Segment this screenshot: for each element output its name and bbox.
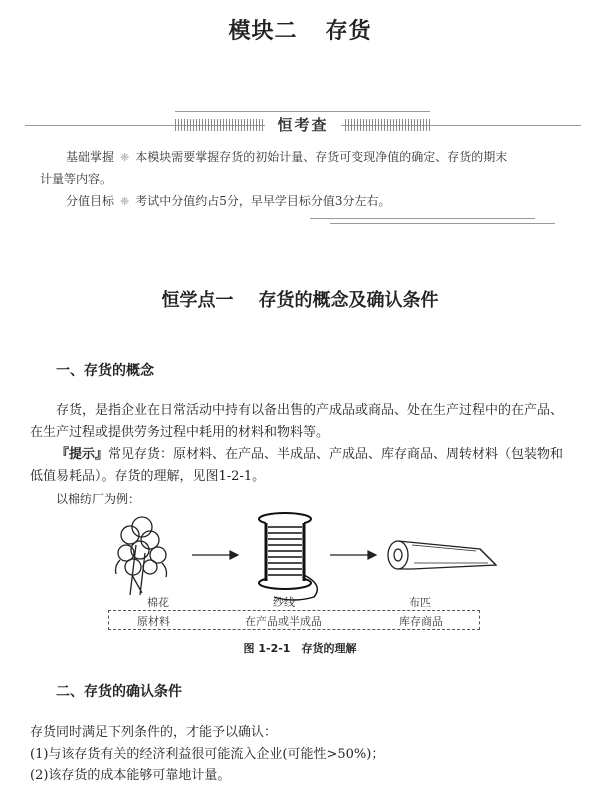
kaocha-bottom-rule <box>310 218 535 219</box>
section-title <box>0 286 600 312</box>
kaocha-bottom-rule-2 <box>330 223 555 224</box>
tip-text-1: 常见存货：原材料、在产品、半成品、产成品、库存商品、周转材料（包装物和 <box>108 447 564 462</box>
figure-item-thread: 纱线 <box>273 596 295 609</box>
section-title-number: 恒学点一 <box>161 290 234 311</box>
concept-para-line2: 在生产过程或提供劳务过程中耗用的材料和物料等。 <box>30 425 330 440</box>
figure-item-fabric: 布匹 <box>409 596 431 609</box>
recognition-intro: 存货同时满足下列条件的，才能予以确认： <box>30 725 278 740</box>
diamond-icon: ❈ <box>120 151 130 164</box>
score-target-text: 考试中分值约占5分，早早学目标分值3分左右。 <box>135 194 391 208</box>
figure-category-box <box>108 610 480 630</box>
module-title-number: 模块二 <box>228 19 298 44</box>
recognition-condition-2: (2)该存货的成本能够可靠地计量。 <box>30 768 231 783</box>
kaocha-line1-cont: 计量等内容。 <box>40 172 113 186</box>
category-wip: 在产品或半成品 <box>245 615 322 628</box>
cotton-icon <box>116 517 167 595</box>
basic-mastery-label: 基础掌握 <box>66 150 115 164</box>
concept-heading: 一、存货的概念 <box>56 363 154 379</box>
module-title-name: 存货 <box>325 19 372 44</box>
kaocha-line1 <box>66 146 586 169</box>
score-target-label: 分值目标 <box>66 194 115 208</box>
figure-item-cotton: 棉花 <box>147 596 169 609</box>
recognition-heading: 二、存货的确认条件 <box>56 684 182 700</box>
figure-illustration <box>100 505 500 605</box>
fabric-roll-icon <box>388 541 496 569</box>
arrow-icon <box>192 551 238 559</box>
arrow-icon <box>330 551 376 559</box>
tip-line2: 低值易耗品）。存货的理解，见图1-2-1。 <box>30 469 266 484</box>
category-finished-goods: 库存商品 <box>399 615 443 628</box>
kaocha-top-rule <box>175 111 430 112</box>
figure-caption: 图 1-2-1 存货的理解 <box>243 642 357 655</box>
kaocha-left-hatch <box>175 119 263 131</box>
example-line: 以棉纺厂为例： <box>56 492 141 506</box>
basic-mastery-text: 本模块需要掌握存货的初始计量、存货可变现净值的确定、存货的期末 <box>135 150 508 164</box>
tip-label: 『提示』 <box>56 447 109 462</box>
module-title <box>0 14 600 45</box>
category-raw-material: 原材料 <box>137 615 170 628</box>
tip-line1 <box>56 444 563 466</box>
kaocha-right-hatch <box>345 119 430 131</box>
recognition-condition-1: (1)与该存货有关的经济利益很可能流入企业(可能性>50%)； <box>30 747 385 762</box>
thread-spool-icon <box>259 513 317 600</box>
concept-para-line1: 存货，是指企业在日常活动中持有以备出售的产成品或商品、处在生产过程中的在产品、 <box>56 403 564 418</box>
kaocha-badge: 恒考查 <box>277 116 329 134</box>
kaocha-line2 <box>66 190 586 213</box>
section-title-name: 存货的概念及确认条件 <box>258 290 439 311</box>
diamond-icon: ❈ <box>120 195 130 208</box>
